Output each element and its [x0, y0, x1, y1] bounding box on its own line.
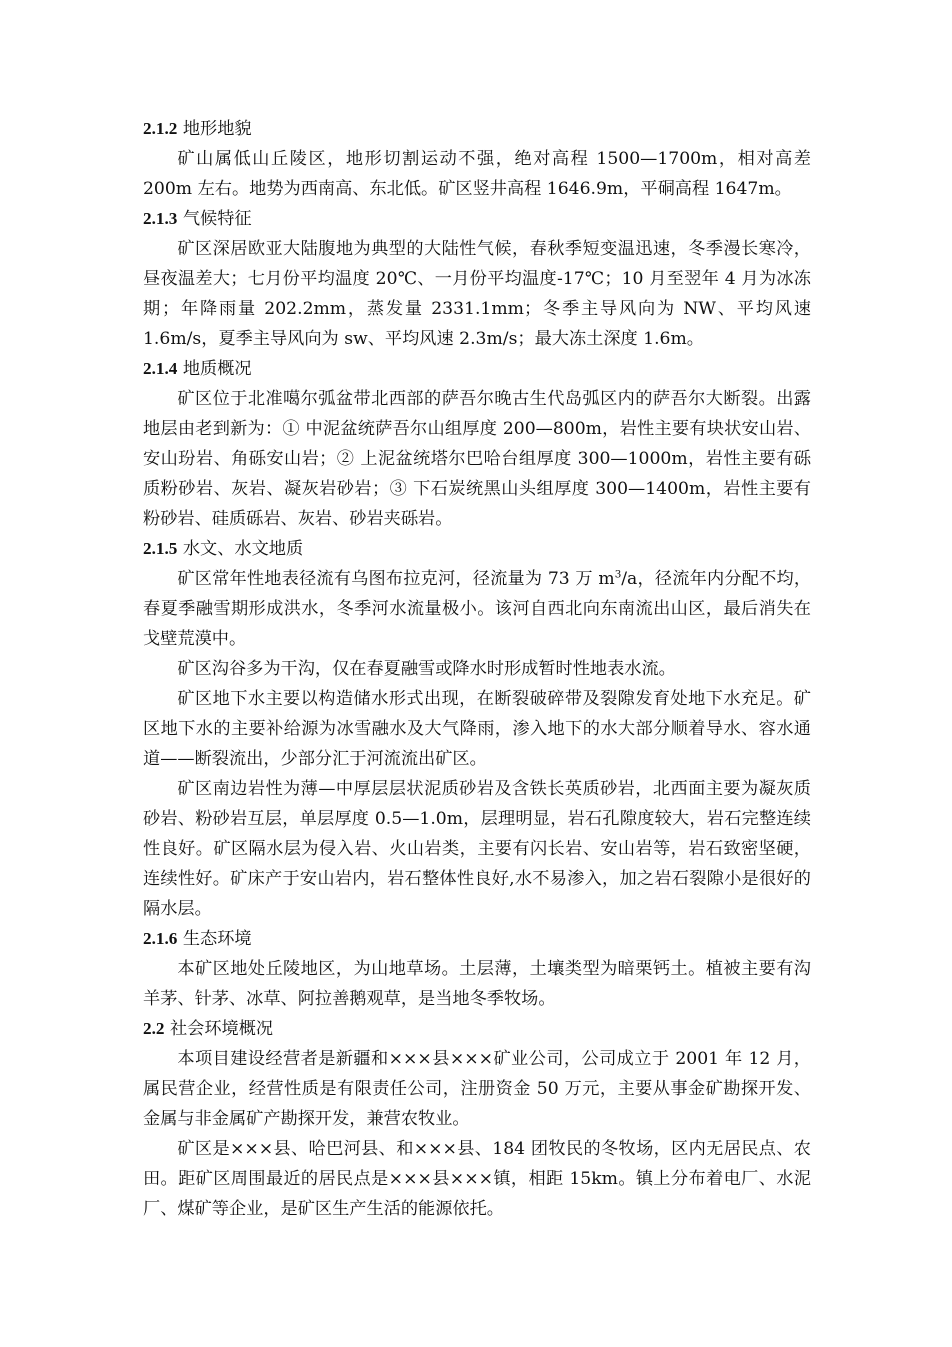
section-heading-2-1-4: [143, 354, 811, 384]
section-number: 2.1.6: [143, 929, 178, 948]
text-run: /a，径流年内分配不均，春夏季融雪期形成洪水，冬季河水流量极小。该河自西北向东南流出山区，最后消失在戈壁荒漠中。: [143, 569, 812, 649]
section-title: 生态环境: [182, 929, 252, 949]
paragraph-terrain: 矿山属低山丘陵区，地形切割运动不强，绝对高程 1500—1700m，相对高差 200m 左右。地势为西南高、东北低。矿区竖井高程 1646.9m，平硐高程 1647m。: [143, 149, 811, 199]
section-heading-2-1-5: [143, 534, 811, 564]
section-heading-2-1-6: [143, 924, 811, 954]
paragraph-surface-runoff: [143, 564, 811, 654]
paragraph-gullies: 矿区沟谷多为干沟，仅在春夏融雪或降水时形成暂时性地表水流。: [177, 659, 676, 679]
section-number: 2.1.5: [143, 539, 178, 558]
paragraph-operator: 本项目建设经营者是新疆和×××县×××矿业公司，公司成立于 2001 年 12 月，属民营企业，经营性质是有限责任公司，注册资金 50 万元，主要从事金矿勘探开发、金属与非金属矿产勘探开发，兼营农牧业。: [143, 1049, 811, 1129]
section-heading-2-1-2: [143, 114, 811, 144]
paragraph-climate: 矿区深居欧亚大陆腹地为典型的大陆性气候，春秋季短变温迅速，冬季漫长寒冷，昼夜温差大；七月份平均温度 20℃、一月份平均温度-17℃；10 月至翌年 4 月为冰冻期；年降雨量 202.2mm，蒸发量 2331.1mm；冬季主导风向为 NW、平均风速 1.6m/s，夏季主导风向为 sw、平均风速 2.3m/s；最大冻土深度 1.6m。: [143, 239, 811, 349]
paragraph-ecology: 本矿区地处丘陵地区，为山地草场。土层薄，土壤类型为暗栗钙土。植被主要有沟羊茅、针茅、冰草、阿拉善鹅观草，是当地冬季牧场。: [143, 959, 811, 1009]
section-number: 2.2: [143, 1019, 165, 1038]
section-title: 地形地貌: [182, 119, 252, 139]
text-run: 矿区常年性地表径流有乌图布拉克河，径流量为 73 万 m: [177, 569, 615, 589]
section-title: 地质概况: [182, 359, 252, 379]
paragraph-surroundings: 矿区是×××县、哈巴河县、和×××县、184 团牧民的冬牧场，区内无居民点、农田。距矿区周围最近的居民点是×××县×××镇，相距 15km。镇上分布着电厂、水泥厂、煤矿等企业，是矿区生产生活的能源依托。: [143, 1139, 811, 1219]
superscript: 3: [614, 568, 622, 581]
section-title: 气候特征: [182, 209, 252, 229]
paragraph-groundwater: 矿区地下水主要以构造储水形式出现，在断裂破碎带及裂隙发育处地下水充足。矿区地下水的主要补给源为冰雪融水及大气降雨，渗入地下的水大部分顺着导水、容水通道——断裂流出，少部分汇于河流流出矿区。: [143, 689, 811, 769]
section-number: 2.1.2: [143, 119, 178, 138]
paragraph-lithology: 矿区南边岩性为薄—中厚层层状泥质砂岩及含铁长英质砂岩，北西面主要为凝灰质砂岩、粉砂岩互层，单层厚度 0.5—1.0m，层理明显，岩石孔隙度较大，岩石完整连续性良好。矿区隔水层为侵入岩、火山岩类，主要有闪长岩、安山岩等，岩石致密坚硬，连续性好。矿床产于安山岩内，岩石整体性良好,水不易渗入，加之岩石裂隙小是很好的隔水层。: [143, 779, 811, 919]
document-body: [143, 114, 811, 1224]
section-heading-2-2: [143, 1014, 811, 1044]
paragraph-geology: 矿区位于北准噶尔弧盆带北西部的萨吾尔晚古生代岛弧区内的萨吾尔大断裂。出露地层由老到新为：① 中泥盆统萨吾尔山组厚度 200—800m，岩性主要有块状安山岩、安山玢岩、角砾安山岩；② 上泥盆统塔尔巴哈台组厚度 300—1000m，岩性主要有砾质粉砂岩、灰岩、凝灰岩砂岩；③ 下石炭统黑山头组厚度 300—1400m，岩性主要有粉砂岩、硅质砾岩、灰岩、砂岩夹砾岩。: [143, 389, 811, 529]
section-number: 2.1.3: [143, 209, 178, 228]
section-title: 水文、水文地质: [182, 539, 304, 559]
section-number: 2.1.4: [143, 359, 178, 378]
section-title: 社会环境概况: [169, 1019, 274, 1039]
section-heading-2-1-3: [143, 204, 811, 234]
